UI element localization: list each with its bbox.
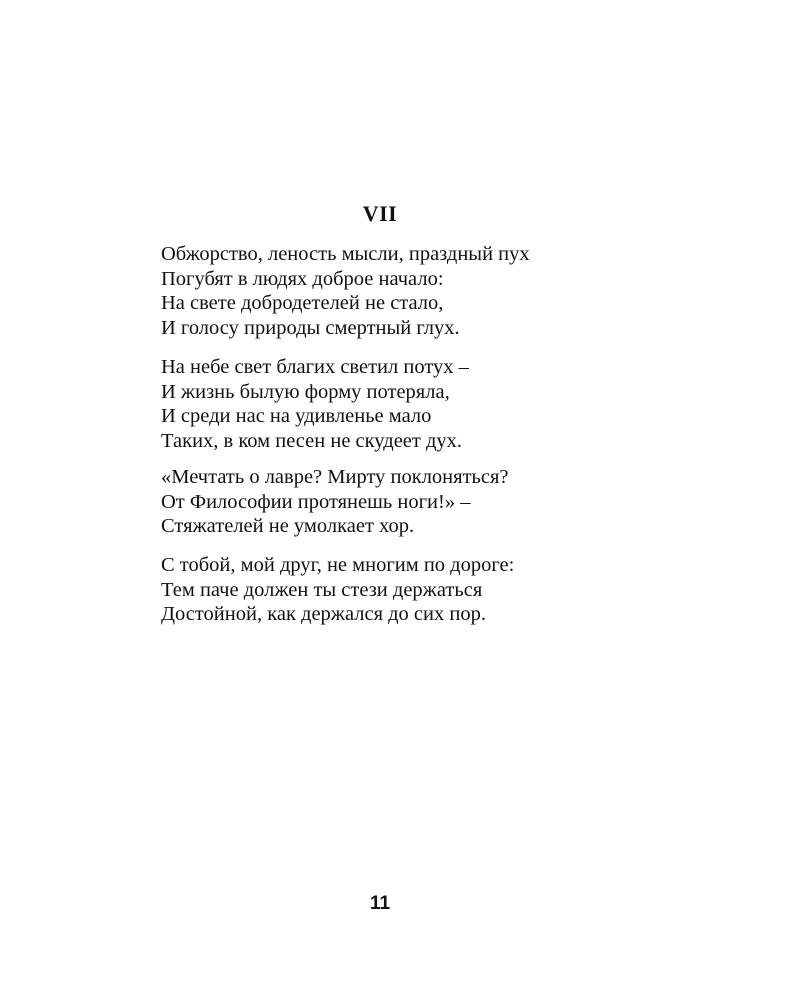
poem-line: Стяжателей не умолкает хор. bbox=[161, 515, 415, 538]
poem-line: Достойной, как держался до сих пор. bbox=[161, 603, 486, 626]
poem-line: Погубят в людях доброе начало: bbox=[161, 267, 444, 290]
stanza-4 bbox=[161, 553, 641, 627]
poem-line: Обжорство, леность мысли, праздный пух bbox=[161, 243, 530, 265]
page-number: 11 bbox=[369, 893, 391, 914]
poem-line: Тем паче должен ты стези держаться bbox=[161, 578, 483, 601]
poem-line: И жизнь былую форму потеряла, bbox=[161, 380, 450, 403]
poem-line: С тобой, мой друг, не многим по дороге: bbox=[161, 554, 515, 576]
poem-line: От Философии протянешь ноги!» – bbox=[161, 490, 471, 513]
poem-line: И среди нас на удивленье мало bbox=[161, 405, 432, 428]
stanza-3 bbox=[161, 465, 641, 539]
poem-title: VII bbox=[362, 201, 398, 226]
poem-line: На свете добродетелей не стало, bbox=[161, 292, 444, 315]
poem-line: На небе свет благих светил потух – bbox=[161, 356, 469, 378]
stanza-1 bbox=[161, 242, 641, 341]
poem-line: И голосу природы смертный глух. bbox=[161, 317, 460, 340]
poem-line: «Мечтать о лавре? Мирту поклоняться? bbox=[161, 466, 509, 488]
poem-line: Таких, в ком песен не скудеет дух. bbox=[161, 430, 463, 453]
stanza-2 bbox=[161, 355, 641, 454]
